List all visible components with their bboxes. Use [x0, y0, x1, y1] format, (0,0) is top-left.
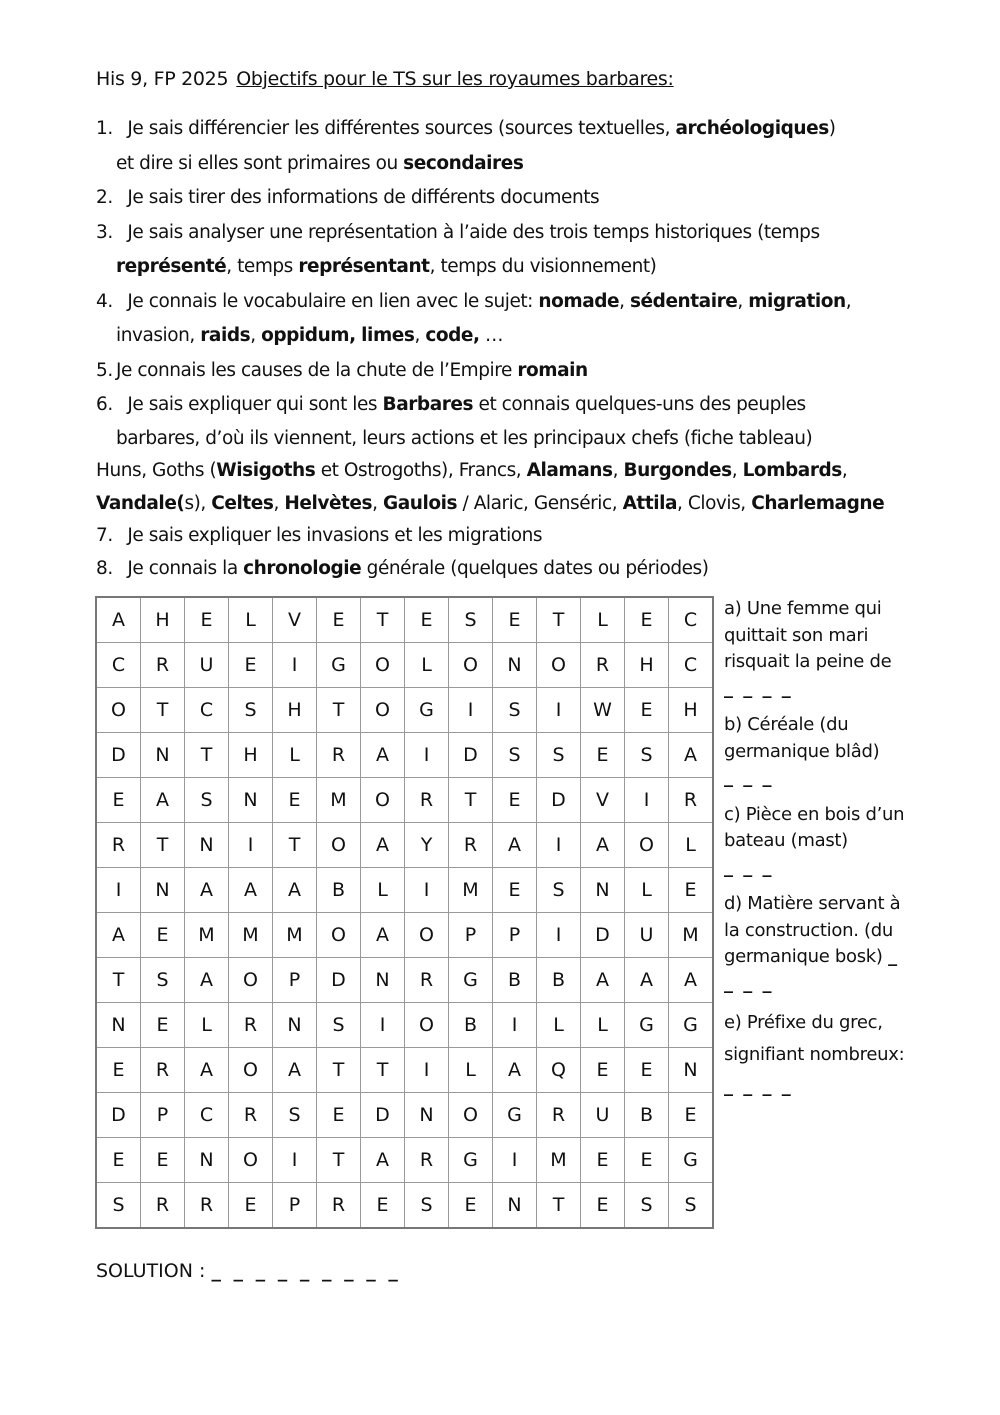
grid-cell[interactable]: D	[449, 733, 493, 778]
grid-cell[interactable]: A	[185, 868, 229, 913]
grid-cell[interactable]: A	[361, 913, 405, 958]
grid-cell[interactable]: H	[625, 643, 669, 688]
grid-cell[interactable]: R	[449, 823, 493, 868]
grid-cell[interactable]: G	[625, 1003, 669, 1048]
grid-cell[interactable]: I	[537, 688, 581, 733]
grid-cell[interactable]: T	[361, 1048, 405, 1093]
grid-cell[interactable]: Y	[405, 823, 449, 868]
grid-cell[interactable]: E	[317, 1093, 361, 1138]
grid-row	[96, 1003, 713, 1048]
grid-cell[interactable]: L	[405, 643, 449, 688]
grid-cell[interactable]: M	[449, 868, 493, 913]
grid-cell[interactable]: C	[669, 643, 714, 688]
peoples-chiefs-list: Vandale(s), Celtes, Helvètes, Gaulois / Alaric, Genséric, Attila, Clovis, Charlemagne	[96, 492, 885, 514]
grid-row	[96, 597, 713, 643]
grid-cell[interactable]: I	[405, 868, 449, 913]
grid-cell[interactable]: H	[669, 688, 714, 733]
grid-cell[interactable]: T	[141, 823, 185, 868]
clue-a: a) Une femme qui quittait son mari risquait la peine de _ _ _ _	[724, 598, 892, 699]
grid-cell[interactable]: I	[273, 1138, 317, 1183]
grid-cell[interactable]: O	[449, 643, 493, 688]
grid-cell[interactable]: S	[405, 1183, 449, 1229]
grid-cell[interactable]: E	[493, 597, 537, 643]
grid-cell[interactable]: A	[185, 1048, 229, 1093]
grid-row	[96, 1093, 713, 1138]
grid-row	[96, 1183, 713, 1229]
grid-cell[interactable]: N	[273, 1003, 317, 1048]
grid-cell[interactable]: R	[317, 1183, 361, 1229]
grid-cell[interactable]: L	[449, 1048, 493, 1093]
grid-cell[interactable]: O	[229, 1048, 273, 1093]
grid-cell[interactable]: G	[405, 688, 449, 733]
grid-cell[interactable]: E	[625, 597, 669, 643]
grid-cell[interactable]: M	[273, 913, 317, 958]
grid-cell[interactable]: O	[317, 913, 361, 958]
grid-cell[interactable]: R	[141, 1183, 185, 1229]
grid-cell[interactable]: E	[141, 1003, 185, 1048]
grid-cell[interactable]: O	[317, 823, 361, 868]
grid-cell[interactable]: E	[625, 1138, 669, 1183]
grid-cell[interactable]: C	[669, 597, 714, 643]
grid-row	[96, 643, 713, 688]
objective-6-cont: barbares, d’où ils viennent, leurs actions et les principaux chefs (fiche tableau)	[116, 427, 813, 449]
grid-cell[interactable]: R	[669, 778, 714, 823]
grid-cell[interactable]: P	[273, 958, 317, 1003]
grid-cell[interactable]: N	[141, 733, 185, 778]
grid-cell[interactable]: V	[273, 597, 317, 643]
grid-cell[interactable]: G	[317, 643, 361, 688]
grid-cell[interactable]: I	[537, 823, 581, 868]
grid-cell[interactable]: T	[273, 823, 317, 868]
grid-cell[interactable]: G	[493, 1093, 537, 1138]
grid-cell[interactable]: A	[229, 868, 273, 913]
grid-cell[interactable]: E	[96, 1138, 141, 1183]
grid-cell[interactable]: M	[537, 1138, 581, 1183]
grid-cell[interactable]: A	[669, 733, 714, 778]
grid-cell[interactable]: P	[273, 1183, 317, 1229]
grid-cell[interactable]: T	[537, 597, 581, 643]
clue-e: e) Préfixe du grec, signifiant nombreux: _ _ _ _	[724, 1012, 905, 1097]
grid-cell[interactable]: S	[141, 958, 185, 1003]
grid-cell[interactable]: N	[141, 868, 185, 913]
grid-cell[interactable]: R	[229, 1093, 273, 1138]
grid-cell[interactable]: R	[537, 1093, 581, 1138]
grid-cell[interactable]: V	[581, 778, 625, 823]
grid-cell[interactable]: N	[185, 1138, 229, 1183]
grid-cell[interactable]: T	[449, 778, 493, 823]
grid-cell[interactable]: E	[581, 1138, 625, 1183]
grid-cell[interactable]: E	[493, 868, 537, 913]
grid-cell[interactable]: U	[625, 913, 669, 958]
grid-cell[interactable]: M	[185, 913, 229, 958]
grid-cell[interactable]: N	[669, 1048, 714, 1093]
grid-cell[interactable]: M	[317, 778, 361, 823]
grid-cell[interactable]: S	[537, 868, 581, 913]
grid-cell[interactable]: A	[96, 913, 141, 958]
grid-cell[interactable]: L	[361, 868, 405, 913]
grid-cell[interactable]: I	[493, 1003, 537, 1048]
grid-cell[interactable]: L	[537, 1003, 581, 1048]
grid-cell[interactable]: H	[141, 597, 185, 643]
grid-cell[interactable]: D	[96, 1093, 141, 1138]
grid-cell[interactable]: R	[317, 733, 361, 778]
grid-cell[interactable]: G	[449, 958, 493, 1003]
grid-cell[interactable]: L	[625, 868, 669, 913]
grid-cell[interactable]: L	[273, 733, 317, 778]
grid-cell[interactable]: O	[449, 1093, 493, 1138]
solution-blanks[interactable]: _ _ _ _ _ _ _ _ _	[211, 1260, 401, 1282]
grid-cell[interactable]: I	[273, 643, 317, 688]
grid-cell[interactable]: A	[185, 958, 229, 1003]
grid-cell[interactable]: D	[317, 958, 361, 1003]
grid-cell[interactable]: N	[96, 1003, 141, 1048]
grid-cell[interactable]: H	[273, 688, 317, 733]
grid-row	[96, 1138, 713, 1183]
grid-cell[interactable]: R	[141, 1048, 185, 1093]
grid-cell[interactable]: L	[229, 597, 273, 643]
grid-cell[interactable]: A	[141, 778, 185, 823]
grid-cell[interactable]: N	[229, 778, 273, 823]
grid-cell[interactable]: G	[669, 1003, 714, 1048]
answer-blank[interactable]: _ _ _	[724, 767, 774, 788]
grid-cell[interactable]: E	[581, 733, 625, 778]
grid-cell[interactable]: U	[185, 643, 229, 688]
grid-cell[interactable]: B	[537, 958, 581, 1003]
objective-4-cont: invasion, raids, oppidum, limes, code, …	[116, 325, 504, 346]
grid-cell[interactable]: R	[581, 643, 625, 688]
grid-cell[interactable]: I	[229, 823, 273, 868]
grid-cell[interactable]: E	[581, 1048, 625, 1093]
grid-row	[96, 733, 713, 778]
grid-cell[interactable]: I	[405, 733, 449, 778]
grid-cell[interactable]: B	[317, 868, 361, 913]
answer-blank[interactable]: _ _ _ _	[724, 1076, 793, 1097]
grid-cell[interactable]: I	[537, 913, 581, 958]
grid-cell[interactable]: M	[229, 913, 273, 958]
grid-cell[interactable]: R	[405, 1138, 449, 1183]
objective-1-cont: et dire si elles sont primaires ou secondaires	[116, 152, 524, 174]
worksheet-header	[96, 68, 674, 90]
grid-cell[interactable]: E	[449, 1183, 493, 1229]
grid-cell[interactable]: O	[229, 958, 273, 1003]
answer-blank[interactable]: _ _ _ _	[724, 677, 793, 699]
answer-blank[interactable]: _ _ _	[724, 856, 774, 878]
peoples-list: Huns, Goths (Wisigoths et Ostrogoths), Francs, Alamans, Burgondes, Lombards,	[96, 460, 848, 481]
grid-cell[interactable]: T	[317, 1138, 361, 1183]
grid-cell[interactable]: E	[185, 597, 229, 643]
grid-cell[interactable]: E	[317, 597, 361, 643]
grid-cell[interactable]: O	[625, 823, 669, 868]
grid-cell[interactable]: E	[405, 597, 449, 643]
solution-label: SOLUTION :	[96, 1260, 206, 1282]
grid-row	[96, 778, 713, 823]
grid-cell[interactable]: S	[185, 778, 229, 823]
objective-2: 2. Je sais tirer des informations de différents documents	[96, 187, 600, 208]
grid-cell[interactable]: L	[185, 1003, 229, 1048]
grid-cell[interactable]: I	[625, 778, 669, 823]
grid-cell[interactable]: R	[141, 643, 185, 688]
grid-row	[96, 958, 713, 1003]
grid-row	[96, 1048, 713, 1093]
objective-7: 7. Je sais expliquer les invasions et les migrations	[96, 525, 543, 546]
grid-cell[interactable]: P	[493, 913, 537, 958]
grid-cell[interactable]: A	[361, 733, 405, 778]
grid-cell[interactable]: W	[581, 688, 625, 733]
grid-row	[96, 868, 713, 913]
grid-cell[interactable]: N	[361, 958, 405, 1003]
grid-cell[interactable]: L	[669, 823, 714, 868]
grid-row	[96, 823, 713, 868]
grid-cell[interactable]: P	[449, 913, 493, 958]
grid-row	[96, 913, 713, 958]
grid-cell[interactable]: P	[141, 1093, 185, 1138]
grid-cell[interactable]: E	[96, 778, 141, 823]
grid-cell[interactable]: S	[273, 1093, 317, 1138]
clue-d: d) Matière servant à la construction. (du germanique bosk) _ _ _ _	[724, 893, 901, 994]
grid-cell[interactable]: S	[625, 1183, 669, 1229]
grid-cell[interactable]: T	[361, 597, 405, 643]
grid-cell[interactable]: B	[625, 1093, 669, 1138]
grid-cell[interactable]: A	[273, 1048, 317, 1093]
clues-panel	[724, 596, 914, 1113]
objective-3: 3. Je sais analyser une représentation à l’aide des trois temps historiques (temps	[96, 221, 820, 243]
grid-cell[interactable]: E	[229, 1183, 273, 1229]
grid-cell[interactable]: L	[581, 597, 625, 643]
grid-cell[interactable]: A	[493, 823, 537, 868]
grid-cell[interactable]: S	[96, 1183, 141, 1229]
grid-cell[interactable]: S	[449, 597, 493, 643]
grid-cell[interactable]: L	[581, 1003, 625, 1048]
objective-5: 5. Je connais les causes de la chute de l’Empire romain	[96, 359, 588, 381]
grid-cell[interactable]: E	[625, 688, 669, 733]
grid-cell[interactable]: G	[669, 1138, 714, 1183]
grid-cell[interactable]: S	[625, 733, 669, 778]
grid-cell[interactable]: T	[537, 1183, 581, 1229]
grid-cell[interactable]: R	[405, 778, 449, 823]
grid-cell[interactable]: T	[185, 733, 229, 778]
grid-cell[interactable]: E	[669, 868, 714, 913]
grid-cell[interactable]: A	[581, 823, 625, 868]
grid-cell[interactable]: M	[669, 913, 714, 958]
grid-cell[interactable]: E	[96, 1048, 141, 1093]
grid-cell[interactable]: O	[405, 1003, 449, 1048]
grid-cell[interactable]: R	[405, 958, 449, 1003]
grid-cell[interactable]: E	[625, 1048, 669, 1093]
grid-row	[96, 688, 713, 733]
grid-cell[interactable]: R	[229, 1003, 273, 1048]
grid-cell[interactable]: T	[141, 688, 185, 733]
grid-cell[interactable]: A	[96, 597, 141, 643]
grid-cell[interactable]: A	[361, 823, 405, 868]
grid-cell[interactable]: O	[361, 643, 405, 688]
grid-cell[interactable]: N	[493, 1183, 537, 1229]
grid-cell[interactable]: N	[405, 1093, 449, 1138]
grid-cell[interactable]: D	[537, 778, 581, 823]
grid-cell[interactable]: E	[361, 1183, 405, 1229]
grid-cell[interactable]: E	[141, 1138, 185, 1183]
objective-4: 4. Je connais le vocabulaire en lien avec le sujet: nomade, sédentaire, migration,	[96, 290, 852, 312]
grid-cell[interactable]: S	[537, 733, 581, 778]
grid-cell[interactable]: O	[361, 778, 405, 823]
grid-cell[interactable]: A	[273, 868, 317, 913]
grid-cell[interactable]: E	[493, 778, 537, 823]
grid-cell[interactable]: Q	[537, 1048, 581, 1093]
grid-cell[interactable]: E	[273, 778, 317, 823]
grid-cell[interactable]: I	[96, 868, 141, 913]
grid-cell[interactable]: N	[493, 643, 537, 688]
clue-c: c) Pièce en bois d’un bateau (mast) _ _ _	[724, 803, 905, 878]
grid-cell[interactable]: G	[449, 1138, 493, 1183]
grid-cell[interactable]: O	[405, 913, 449, 958]
grid-cell[interactable]: A	[625, 958, 669, 1003]
objective-1: 1. Je sais différencier les différentes sources (sources textuelles, archéologiques)	[96, 118, 836, 139]
grid-cell[interactable]: E	[669, 1093, 714, 1138]
grid-cell[interactable]: H	[229, 733, 273, 778]
solution-line	[96, 1260, 401, 1282]
grid-cell[interactable]: I	[405, 1048, 449, 1093]
grid-cell[interactable]: N	[185, 823, 229, 868]
answer-blank[interactable]: _ _ _ _	[724, 946, 900, 994]
page-title: Objectifs pour le TS sur les royaumes barbares:	[236, 68, 674, 90]
grid-cell[interactable]: U	[581, 1093, 625, 1138]
objective-8: 8. Je connais la chronologie générale (quelques dates ou périodes)	[96, 557, 709, 579]
grid-cell[interactable]: R	[96, 823, 141, 868]
grid-cell[interactable]: A	[581, 958, 625, 1003]
objective-3-cont: représenté, temps représentant, temps du visionnement)	[116, 256, 657, 277]
grid-cell[interactable]: B	[493, 958, 537, 1003]
grid-cell[interactable]: D	[581, 913, 625, 958]
grid-cell[interactable]: E	[229, 643, 273, 688]
grid-cell[interactable]: I	[493, 1138, 537, 1183]
grid-cell[interactable]: T	[317, 688, 361, 733]
grid-cell[interactable]: S	[317, 1003, 361, 1048]
grid-cell[interactable]: O	[96, 688, 141, 733]
objective-6: 6. Je sais expliquer qui sont les Barbares et connais quelques-uns des peuples	[96, 394, 806, 415]
grid-cell[interactable]: T	[317, 1048, 361, 1093]
grid-cell[interactable]: C	[96, 643, 141, 688]
word-search-grid	[95, 596, 714, 1229]
grid-cell[interactable]: N	[581, 868, 625, 913]
grid-cell[interactable]: O	[229, 1138, 273, 1183]
objectives-list	[96, 112, 916, 585]
grid-cell[interactable]: B	[449, 1003, 493, 1048]
grid-cell[interactable]: E	[581, 1183, 625, 1229]
grid-cell[interactable]: T	[96, 958, 141, 1003]
grid-cell[interactable]: I	[449, 688, 493, 733]
grid-cell[interactable]: A	[493, 1048, 537, 1093]
grid-cell[interactable]: C	[185, 688, 229, 733]
grid-cell[interactable]: E	[141, 913, 185, 958]
clue-b: b) Céréale (du germanique blâd) _ _ _	[724, 714, 880, 788]
grid-cell[interactable]: D	[361, 1093, 405, 1138]
grid-cell[interactable]: D	[96, 733, 141, 778]
grid-cell[interactable]: S	[493, 733, 537, 778]
grid-cell[interactable]: I	[361, 1003, 405, 1048]
grid-cell[interactable]: O	[361, 688, 405, 733]
grid-cell[interactable]: S	[669, 1183, 714, 1229]
grid-cell[interactable]: S	[229, 688, 273, 733]
grid-cell[interactable]: R	[185, 1183, 229, 1229]
grid-cell[interactable]: C	[185, 1093, 229, 1138]
grid-cell[interactable]: A	[361, 1138, 405, 1183]
grid-cell[interactable]: A	[669, 958, 714, 1003]
course-label: His 9, FP 2025	[96, 68, 229, 90]
grid-cell[interactable]: S	[493, 688, 537, 733]
grid-cell[interactable]: O	[537, 643, 581, 688]
